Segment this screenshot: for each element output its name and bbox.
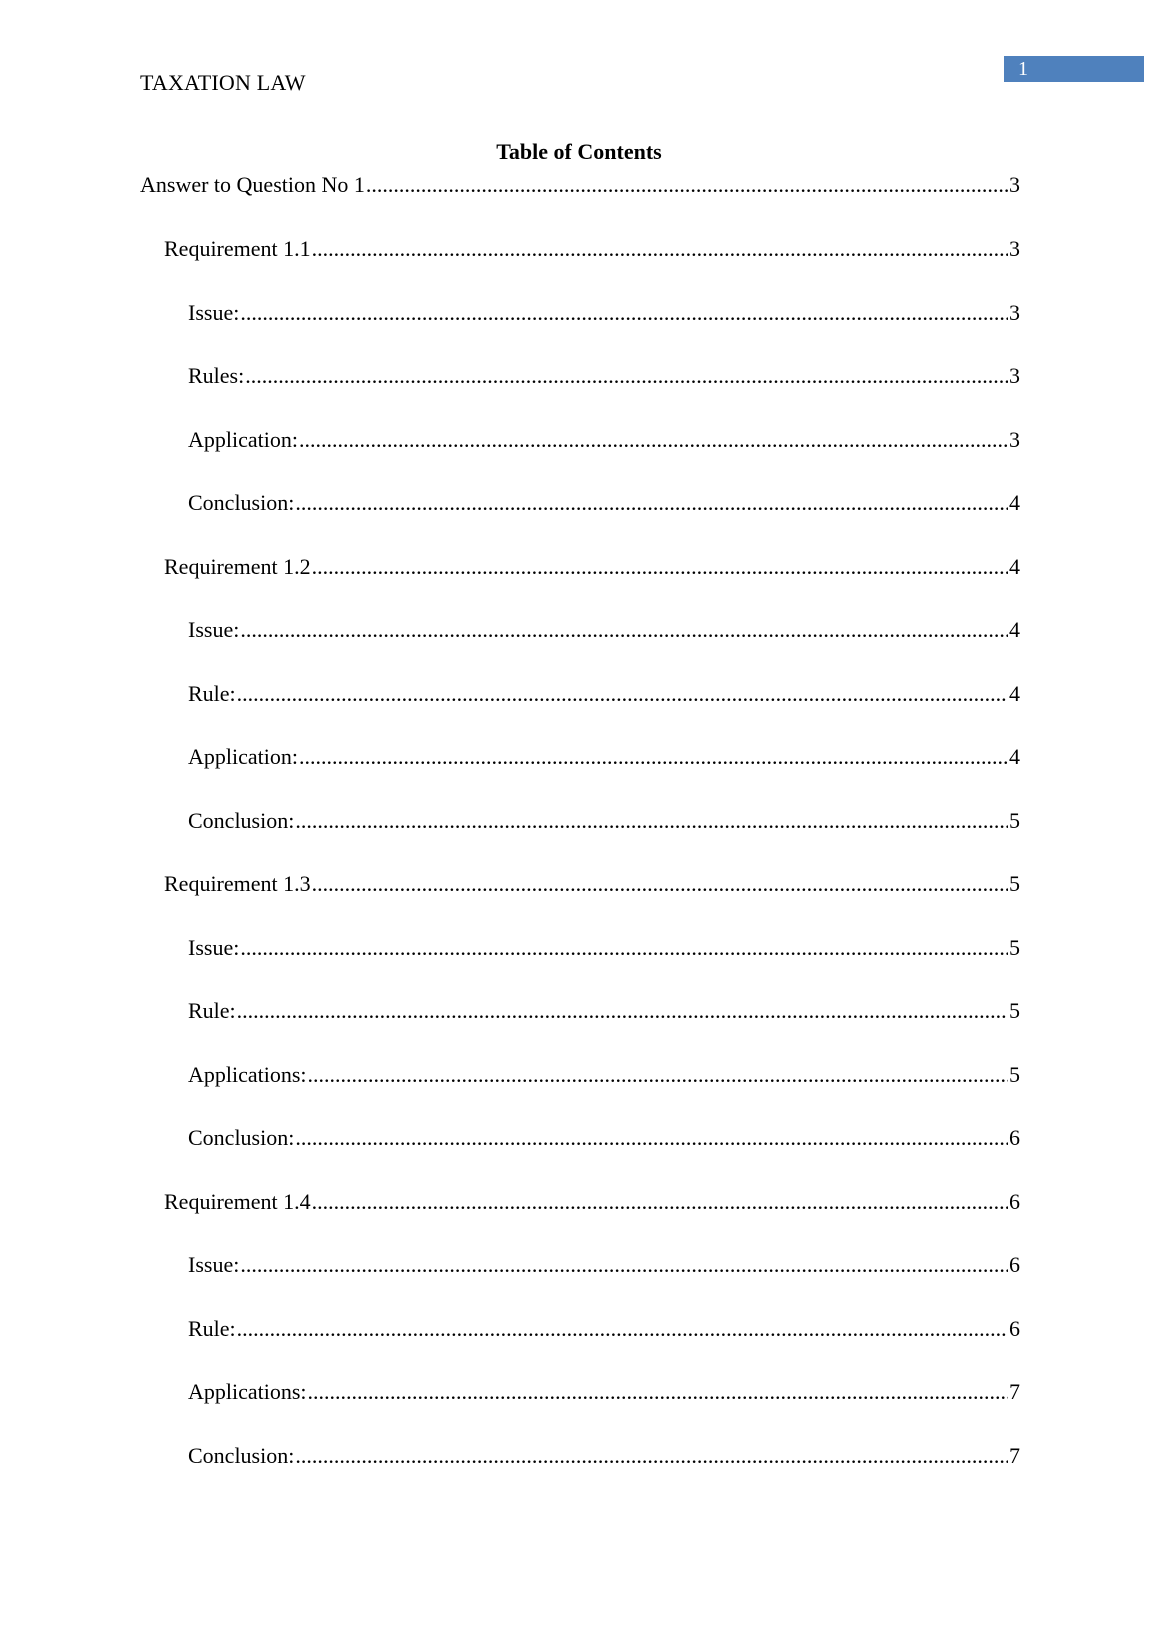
toc-entry[interactable]	[140, 488, 1020, 552]
toc-entry-page-number[interactable]: 4	[1009, 680, 1020, 706]
toc-entry[interactable]	[140, 933, 1020, 997]
toc-dot-leader	[299, 425, 1008, 455]
toc-entry-page-number[interactable]: 3	[1009, 363, 1020, 388]
toc-entry-page-number[interactable]: 6	[1009, 1315, 1020, 1341]
toc-entry-page-number[interactable]: 6	[1009, 1188, 1020, 1214]
toc-entry[interactable]	[140, 361, 1020, 425]
toc-entry-label[interactable]: Conclusion:	[188, 1125, 295, 1150]
toc-dot-leader	[366, 170, 1008, 200]
toc-dot-leader	[245, 361, 1008, 391]
toc-entry-label[interactable]: Requirement 1.4	[164, 1188, 311, 1214]
toc-entry-page-number[interactable]: 3	[1009, 299, 1020, 325]
toc-entry[interactable]	[140, 1250, 1020, 1314]
toc-entry-label[interactable]: Issue:	[188, 934, 240, 960]
toc-dot-leader	[312, 869, 1008, 899]
toc-entry-page-number[interactable]: 7	[1009, 1379, 1020, 1404]
toc-entry-page-number[interactable]: 5	[1009, 998, 1020, 1023]
toc-entry-label[interactable]: Rule:	[188, 1315, 236, 1341]
toc-entry[interactable]	[140, 1377, 1020, 1441]
toc-entry-label[interactable]: Issue:	[188, 1252, 240, 1277]
toc-entry-page-number[interactable]: 4	[1009, 617, 1020, 642]
toc-entry-label[interactable]: Answer to Question No 1	[140, 172, 365, 197]
toc-entry[interactable]	[140, 996, 1020, 1060]
toc-entry-label[interactable]: Application:	[188, 426, 298, 452]
toc-entry-page-number[interactable]: 6	[1009, 1125, 1020, 1150]
page-number: 1	[1018, 58, 1028, 80]
toc-entry-page-number[interactable]: 3	[1009, 236, 1020, 261]
toc-entry-label[interactable]: Applications:	[188, 1061, 307, 1087]
toc-entry-label[interactable]: Issue:	[188, 299, 240, 325]
toc-entry[interactable]	[140, 1187, 1020, 1251]
toc-entry-page-number[interactable]: 4	[1009, 744, 1020, 769]
toc-entry[interactable]	[140, 298, 1020, 362]
toc-entry-page-number[interactable]: 5	[1009, 1061, 1020, 1087]
toc-heading: Table of Contents	[496, 139, 662, 164]
toc-entry[interactable]	[140, 615, 1020, 679]
toc-entry-label[interactable]: Conclusion:	[188, 1442, 295, 1468]
toc-entry-label[interactable]: Requirement 1.3	[164, 871, 311, 896]
toc-entry-label[interactable]: Requirement 1.1	[164, 236, 311, 261]
toc-entry[interactable]	[140, 806, 1020, 870]
toc-dot-leader	[240, 933, 1008, 963]
toc-entry-page-number[interactable]: 6	[1009, 1252, 1020, 1277]
toc-entry-label[interactable]: Application:	[188, 744, 298, 769]
toc-entry[interactable]	[140, 1123, 1020, 1187]
toc-entry-page-number[interactable]: 7	[1009, 1442, 1020, 1468]
toc-entry[interactable]	[140, 1314, 1020, 1378]
toc-dot-leader	[299, 742, 1008, 772]
toc-dot-leader	[295, 806, 1008, 836]
toc-dot-leader	[312, 552, 1008, 582]
toc-entry-page-number[interactable]: 5	[1009, 871, 1020, 896]
toc-entry-label[interactable]: Rules:	[188, 363, 245, 388]
toc-dot-leader	[237, 679, 1008, 709]
toc-dot-leader	[240, 298, 1008, 328]
toc-entry-label[interactable]: Conclusion:	[188, 490, 295, 515]
toc-dot-leader	[237, 1314, 1008, 1344]
running-header-title: TAXATION LAW	[140, 70, 306, 95]
toc-entry-page-number[interactable]: 5	[1009, 807, 1020, 833]
toc-entry-label[interactable]: Applications:	[188, 1379, 307, 1404]
toc-dot-leader	[240, 615, 1008, 645]
toc-dot-leader	[308, 1060, 1008, 1090]
toc-entry-label[interactable]: Conclusion:	[188, 807, 295, 833]
toc-entry-page-number[interactable]: 3	[1009, 426, 1020, 452]
toc-entry-page-number[interactable]: 3	[1009, 172, 1020, 197]
toc-entry-page-number[interactable]: 4	[1009, 553, 1020, 579]
toc-dot-leader	[312, 1187, 1008, 1217]
toc-dot-leader	[295, 1123, 1008, 1153]
toc-dot-leader	[295, 1441, 1008, 1471]
toc-entry[interactable]	[140, 552, 1020, 616]
toc-dot-leader	[295, 488, 1008, 518]
toc-entry-label[interactable]: Requirement 1.2	[164, 553, 311, 579]
toc-entry-page-number[interactable]: 5	[1009, 934, 1020, 960]
toc-entry[interactable]	[140, 170, 1020, 234]
toc-entry-label[interactable]: Issue:	[188, 617, 240, 642]
toc-entry[interactable]	[140, 425, 1020, 489]
toc-entry[interactable]	[140, 742, 1020, 806]
toc-entry[interactable]	[140, 234, 1020, 298]
toc-entry[interactable]	[140, 869, 1020, 933]
toc-dot-leader	[308, 1377, 1008, 1407]
toc-entry-label[interactable]: Rule:	[188, 998, 236, 1023]
toc-entry-page-number[interactable]: 4	[1009, 490, 1020, 515]
toc-dot-leader	[240, 1250, 1008, 1280]
table-of-contents	[140, 170, 1020, 1504]
page-number-badge	[1004, 56, 1144, 82]
toc-entry[interactable]	[140, 1060, 1020, 1124]
toc-dot-leader	[237, 996, 1008, 1026]
toc-entry[interactable]	[140, 1441, 1020, 1505]
toc-entry[interactable]	[140, 679, 1020, 743]
toc-dot-leader	[312, 234, 1008, 264]
toc-entry-label[interactable]: Rule:	[188, 680, 236, 706]
